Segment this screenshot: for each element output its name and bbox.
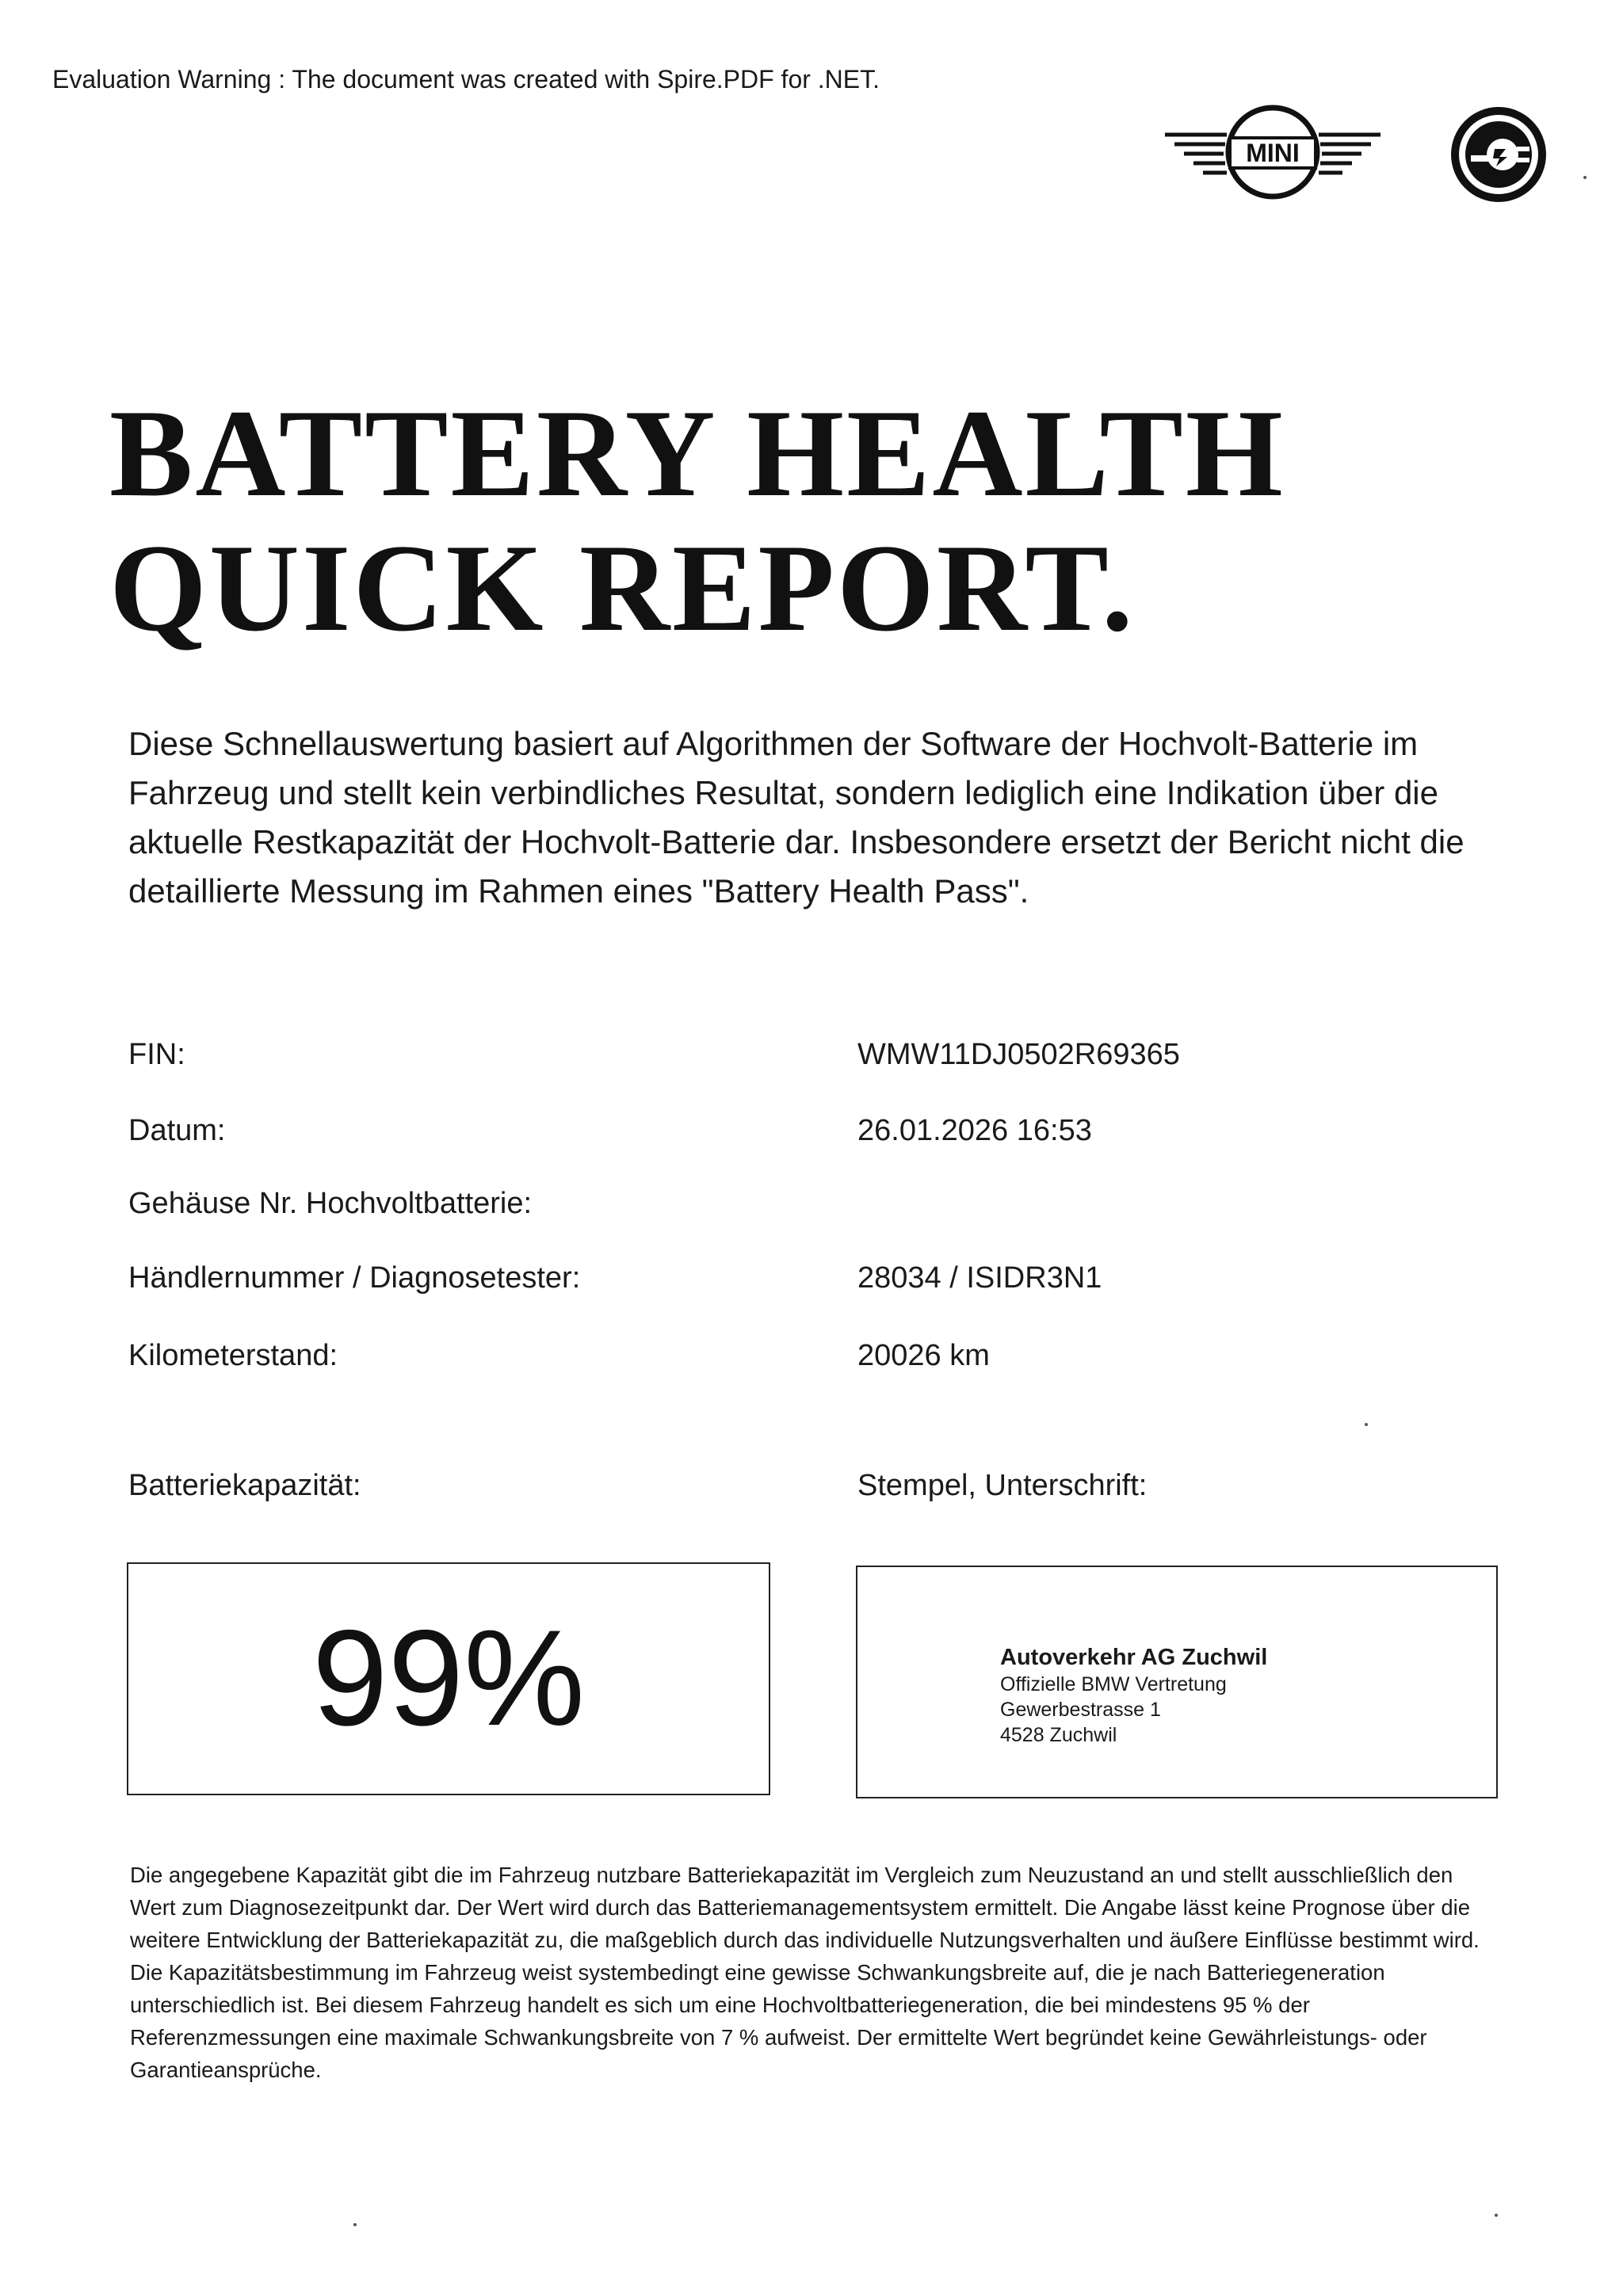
dealer-stamp [1000, 1643, 1267, 1748]
date-label: Datum: [128, 1114, 226, 1147]
scan-speck [1365, 1423, 1368, 1426]
battery-housing-label: Gehäuse Nr. Hochvoltbatterie: [128, 1187, 533, 1220]
intro-paragraph: Diese Schnellauswertung basiert auf Algorithmen der Software der Hochvolt-Batterie im Fahrzeug und stellt kein verbindliches Resultat, sondern lediglich eine Indikation über die aktuelle Restkapazität der Hochvolt-Batterie dar. Insbesondere ersetzt der Bericht nicht die detaillierte Messung im Rahmen eines "Battery Health Pass". [128, 725, 1465, 910]
stamp-line-3: 4528 Zuchwil [1000, 1724, 1117, 1746]
stamp-box [856, 1566, 1498, 1798]
scan-speck [1583, 176, 1587, 179]
stamp-line-2: Gewerbestrasse 1 [1000, 1699, 1161, 1721]
fin-value: WMW11DJ0502R69365 [857, 1038, 1180, 1071]
stamp-line-1: Offizielle BMW Vertretung [1000, 1673, 1227, 1695]
title-line-1: BATTERY HEALTH [109, 384, 1285, 523]
title-line-2: QUICK REPORT. [109, 519, 1136, 658]
mini-logo-icon [1162, 100, 1384, 203]
electric-plug-icon [1447, 103, 1550, 206]
date-value: 26.01.2026 16:53 [857, 1114, 1092, 1147]
capacity-value: 99% [311, 1602, 586, 1754]
mileage-value: 20026 km [857, 1339, 990, 1372]
stamp-dealer-name: Autoverkehr AG Zuchwil [1000, 1645, 1268, 1670]
mini-logo-text: MINI [1246, 139, 1300, 167]
dealer-tester-value: 28034 / ISIDR3N1 [857, 1261, 1102, 1295]
evaluation-warning: Evaluation Warning : The document was created with Spire.PDF for .NET. [52, 65, 880, 93]
capacity-label: Batteriekapazität: [128, 1469, 361, 1502]
disclaimer-paragraph: Die angegebene Kapazität gibt die im Fahrzeug nutzbare Batteriekapazität im Vergleich zum Neuzustand an und stellt ausschließlich den Wert zum Diagnosezeitpunkt dar. Der Wert wird durch das Batteriemanagementsystem ermittelt. Die Angabe lässt keine Prognose über die weitere Entwicklung der Batteriekapazität zu, die maßgeblich durch das individuelle Nutzungsverhalten und äußere Einflüsse bestimmt wird. Die Kapazitätsbestimmung im Fahrzeug weist systembedingt eine gewisse Schwankungsbreite auf, die je nach Batteriegeneration unterschiedlich ist. Bei diesem Fahrzeug handelt es sich um eine Hochvoltbatteriegeneration, die bei mindestens 95 % der Referenzmessungen eine maximale Schwankungsbreite von 7 % aufweist. Der ermittelte Wert begründet keine Gewährleistungs- oder Garantieansprüche. [130, 1863, 1480, 2082]
fin-label: FIN: [128, 1038, 185, 1071]
mileage-label: Kilometerstand: [128, 1339, 338, 1372]
scan-speck [353, 2223, 357, 2226]
stamp-label: Stempel, Unterschrift: [857, 1469, 1148, 1502]
scan-speck [1495, 2214, 1498, 2217]
report-title [109, 384, 1285, 658]
capacity-box [127, 1562, 770, 1795]
dealer-tester-label: Händlernummer / Diagnosetester: [128, 1261, 581, 1295]
